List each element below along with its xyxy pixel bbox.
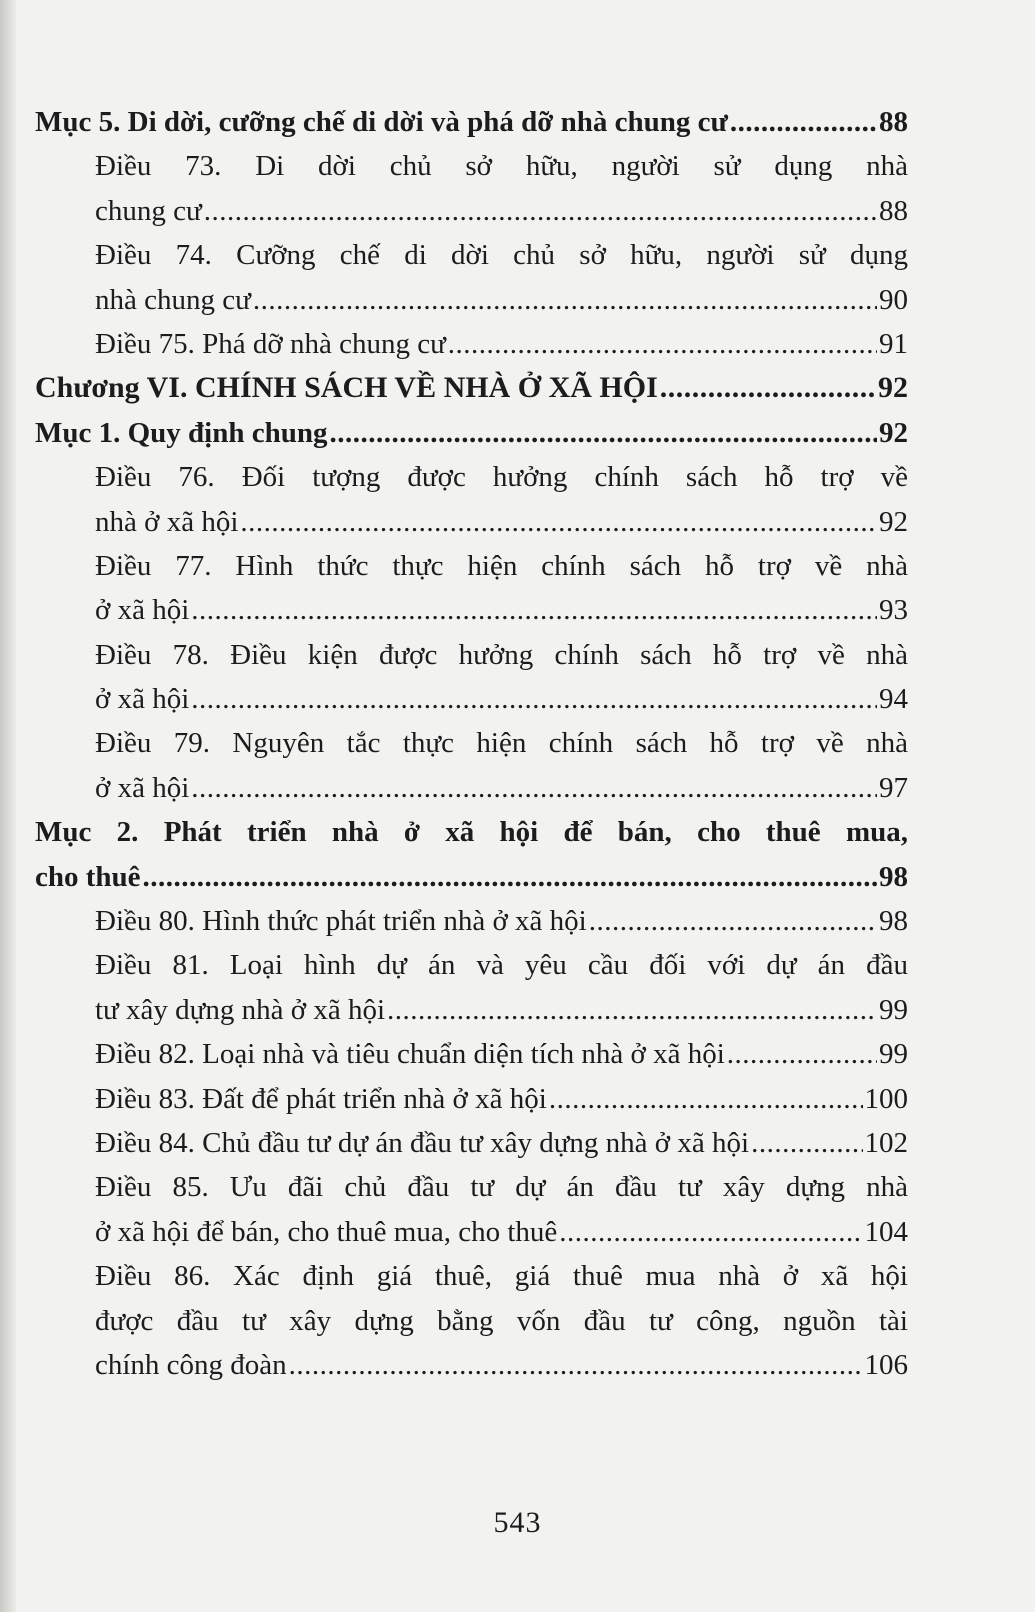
dot-leader bbox=[730, 100, 877, 144]
dot-leader bbox=[289, 1343, 863, 1387]
toc-entry-line bbox=[95, 1210, 908, 1254]
toc-entry-text: cho thuê bbox=[35, 860, 141, 893]
dot-leader bbox=[330, 411, 877, 455]
toc-entry-line bbox=[95, 899, 908, 943]
toc-entry-line bbox=[95, 1299, 908, 1343]
toc-entry-text: chung cư bbox=[95, 194, 202, 227]
toc-entry-line bbox=[95, 988, 908, 1032]
toc-entry-line bbox=[95, 189, 908, 233]
toc-entry-text: Mục 5. Di dời, cưỡng chế di dời và phá dỡ nhà chung cư bbox=[35, 106, 728, 138]
toc-entry-text: Điều 76. Đối tượng được hưởng chính sách hỗ trợ về bbox=[95, 461, 908, 494]
dot-leader bbox=[589, 899, 877, 943]
toc-section-entry[interactable] bbox=[35, 100, 908, 144]
dot-leader bbox=[191, 677, 877, 721]
toc-page-number: 98 bbox=[879, 905, 908, 938]
toc-entry-text: Điều 77. Hình thức thực hiện chính sách hỗ trợ về nhà bbox=[95, 549, 908, 582]
toc-entry-text: tư xây dựng nhà ở xã hội bbox=[95, 993, 385, 1026]
toc-entry-line bbox=[95, 1032, 908, 1076]
dot-leader bbox=[204, 189, 877, 233]
toc-page-number: 92 bbox=[878, 371, 908, 405]
toc-page-number: 97 bbox=[879, 771, 908, 804]
toc-entry-text: Điều 80. Hình thức phát triển nhà ở xã hội bbox=[95, 905, 587, 938]
toc-entry-line bbox=[35, 810, 908, 854]
toc-entry-line bbox=[95, 677, 908, 721]
toc-article-entry[interactable] bbox=[35, 144, 908, 233]
toc-entry-line bbox=[95, 455, 908, 499]
book-gutter-shadow bbox=[0, 0, 16, 1612]
toc-entry-text: nhà ở xã hội bbox=[95, 505, 239, 538]
toc-entry-line bbox=[95, 233, 908, 277]
toc-entry-text: Điều 82. Loại nhà và tiêu chuẩn diện tích nhà ở xã hội bbox=[95, 1038, 725, 1071]
toc-entry-text: Điều 86. Xác định giá thuê, giá thuê mua nhà ở xã hội bbox=[95, 1260, 908, 1293]
toc-entry-text: Điều 81. Loại hình dự án và yêu cầu đối với dự án đầu bbox=[95, 949, 908, 982]
toc-article-entry[interactable] bbox=[35, 1165, 908, 1254]
toc-entry-text: Điều 75. Phá dỡ nhà chung cư bbox=[95, 327, 446, 360]
toc-page-number: 104 bbox=[864, 1215, 908, 1248]
toc-entry-text: Mục 2. Phát triển nhà ở xã hội để bán, cho thuê mua, bbox=[35, 816, 908, 849]
toc-entry-line bbox=[95, 1077, 908, 1121]
toc-entry-text: ở xã hội bbox=[95, 683, 190, 716]
toc-article-entry[interactable] bbox=[35, 233, 908, 322]
page-number: 543 bbox=[493, 1506, 542, 1539]
toc-page-number: 88 bbox=[879, 106, 908, 138]
toc-entry-text: Điều 85. Ưu đãi chủ đầu tư dự án đầu tư xây dựng nhà bbox=[95, 1171, 908, 1204]
toc-entry-text: Chương VI. CHÍNH SÁCH VỀ NHÀ Ở XÃ HỘI bbox=[35, 371, 658, 405]
dot-leader bbox=[191, 766, 877, 810]
toc-entry-text: nhà chung cư bbox=[95, 283, 251, 316]
toc-article-entry[interactable] bbox=[35, 544, 908, 633]
toc-page-number: 93 bbox=[879, 594, 908, 627]
toc-entry-line bbox=[95, 588, 908, 632]
toc-entry-line bbox=[95, 633, 908, 677]
table-of-contents bbox=[35, 100, 908, 1387]
dot-leader bbox=[727, 1032, 877, 1076]
toc-entry-text: ở xã hội để bán, cho thuê mua, cho thuê bbox=[95, 1215, 558, 1248]
dot-leader bbox=[191, 588, 877, 632]
toc-entry-line bbox=[95, 144, 908, 188]
dot-leader bbox=[549, 1077, 863, 1121]
toc-section-entry[interactable] bbox=[35, 810, 908, 899]
toc-entry-line bbox=[35, 366, 908, 410]
toc-entry-text: Điều 78. Điều kiện được hưởng chính sách hỗ trợ về nhà bbox=[95, 638, 908, 671]
toc-page-number: 88 bbox=[879, 194, 908, 227]
dot-leader bbox=[143, 855, 877, 899]
toc-page-number: 92 bbox=[879, 505, 908, 538]
toc-page-number: 94 bbox=[879, 683, 908, 716]
toc-entry-text: ở xã hội bbox=[95, 594, 190, 627]
toc-entry-text: Điều 74. Cưỡng chế di dời chủ sở hữu, người sử dụng bbox=[95, 239, 908, 272]
toc-chapter-entry[interactable] bbox=[35, 366, 908, 410]
toc-entry-line bbox=[95, 1254, 908, 1298]
dot-leader bbox=[559, 1210, 862, 1254]
toc-article-entry[interactable] bbox=[35, 1077, 908, 1121]
toc-entry-line bbox=[95, 721, 908, 765]
toc-page-number: 92 bbox=[879, 416, 908, 449]
dot-leader bbox=[253, 278, 877, 322]
toc-page-number: 106 bbox=[864, 1348, 908, 1381]
toc-article-entry[interactable] bbox=[35, 1254, 908, 1387]
toc-entry-line bbox=[95, 322, 908, 366]
toc-entry-text: Điều 73. Di dời chủ sở hữu, người sử dụng nhà bbox=[95, 150, 908, 183]
toc-entry-text: Mục 1. Quy định chung bbox=[35, 416, 328, 449]
toc-entry-text: Điều 79. Nguyên tắc thực hiện chính sách hỗ trợ về nhà bbox=[95, 727, 908, 760]
toc-entry-line bbox=[95, 943, 908, 987]
toc-page-number: 99 bbox=[879, 993, 908, 1026]
dot-leader bbox=[387, 988, 877, 1032]
toc-entry-line bbox=[95, 544, 908, 588]
toc-article-entry[interactable] bbox=[35, 1121, 908, 1165]
toc-entry-text: Điều 84. Chủ đầu tư dự án đầu tư xây dựng nhà ở xã hội bbox=[95, 1126, 750, 1159]
dot-leader bbox=[751, 1121, 862, 1165]
toc-section-entry[interactable] bbox=[35, 411, 908, 455]
toc-entry-text: được đầu tư xây dựng bằng vốn đầu tư công, nguồn tài bbox=[95, 1304, 908, 1337]
dot-leader bbox=[660, 366, 876, 410]
toc-article-entry[interactable] bbox=[35, 899, 908, 943]
toc-page-number: 99 bbox=[879, 1038, 908, 1071]
toc-entry-text: ở xã hội bbox=[95, 771, 190, 804]
toc-entry-line bbox=[35, 100, 908, 144]
dot-leader bbox=[448, 322, 877, 366]
toc-entry-line bbox=[95, 1343, 908, 1387]
toc-page-number: 100 bbox=[864, 1082, 908, 1115]
toc-article-entry[interactable] bbox=[35, 455, 908, 544]
toc-entry-line bbox=[95, 766, 908, 810]
toc-page-number: 98 bbox=[879, 860, 908, 893]
toc-page-number: 91 bbox=[879, 327, 908, 360]
toc-page-number: 90 bbox=[879, 283, 908, 316]
toc-entry-text: Điều 83. Đất để phát triển nhà ở xã hội bbox=[95, 1082, 547, 1115]
toc-entry-line bbox=[95, 278, 908, 322]
toc-article-entry[interactable] bbox=[35, 322, 908, 366]
toc-entry-line bbox=[95, 1121, 908, 1165]
toc-article-entry[interactable] bbox=[35, 1032, 908, 1076]
toc-article-entry[interactable] bbox=[35, 633, 908, 722]
toc-page-number: 102 bbox=[864, 1126, 908, 1159]
toc-article-entry[interactable] bbox=[35, 943, 908, 1032]
dot-leader bbox=[240, 500, 877, 544]
toc-entry-line bbox=[95, 1165, 908, 1209]
toc-entry-line bbox=[35, 411, 908, 455]
toc-article-entry[interactable] bbox=[35, 721, 908, 810]
toc-entry-line bbox=[95, 500, 908, 544]
toc-entry-line bbox=[35, 855, 908, 899]
toc-entry-text: chính công đoàn bbox=[95, 1348, 287, 1381]
